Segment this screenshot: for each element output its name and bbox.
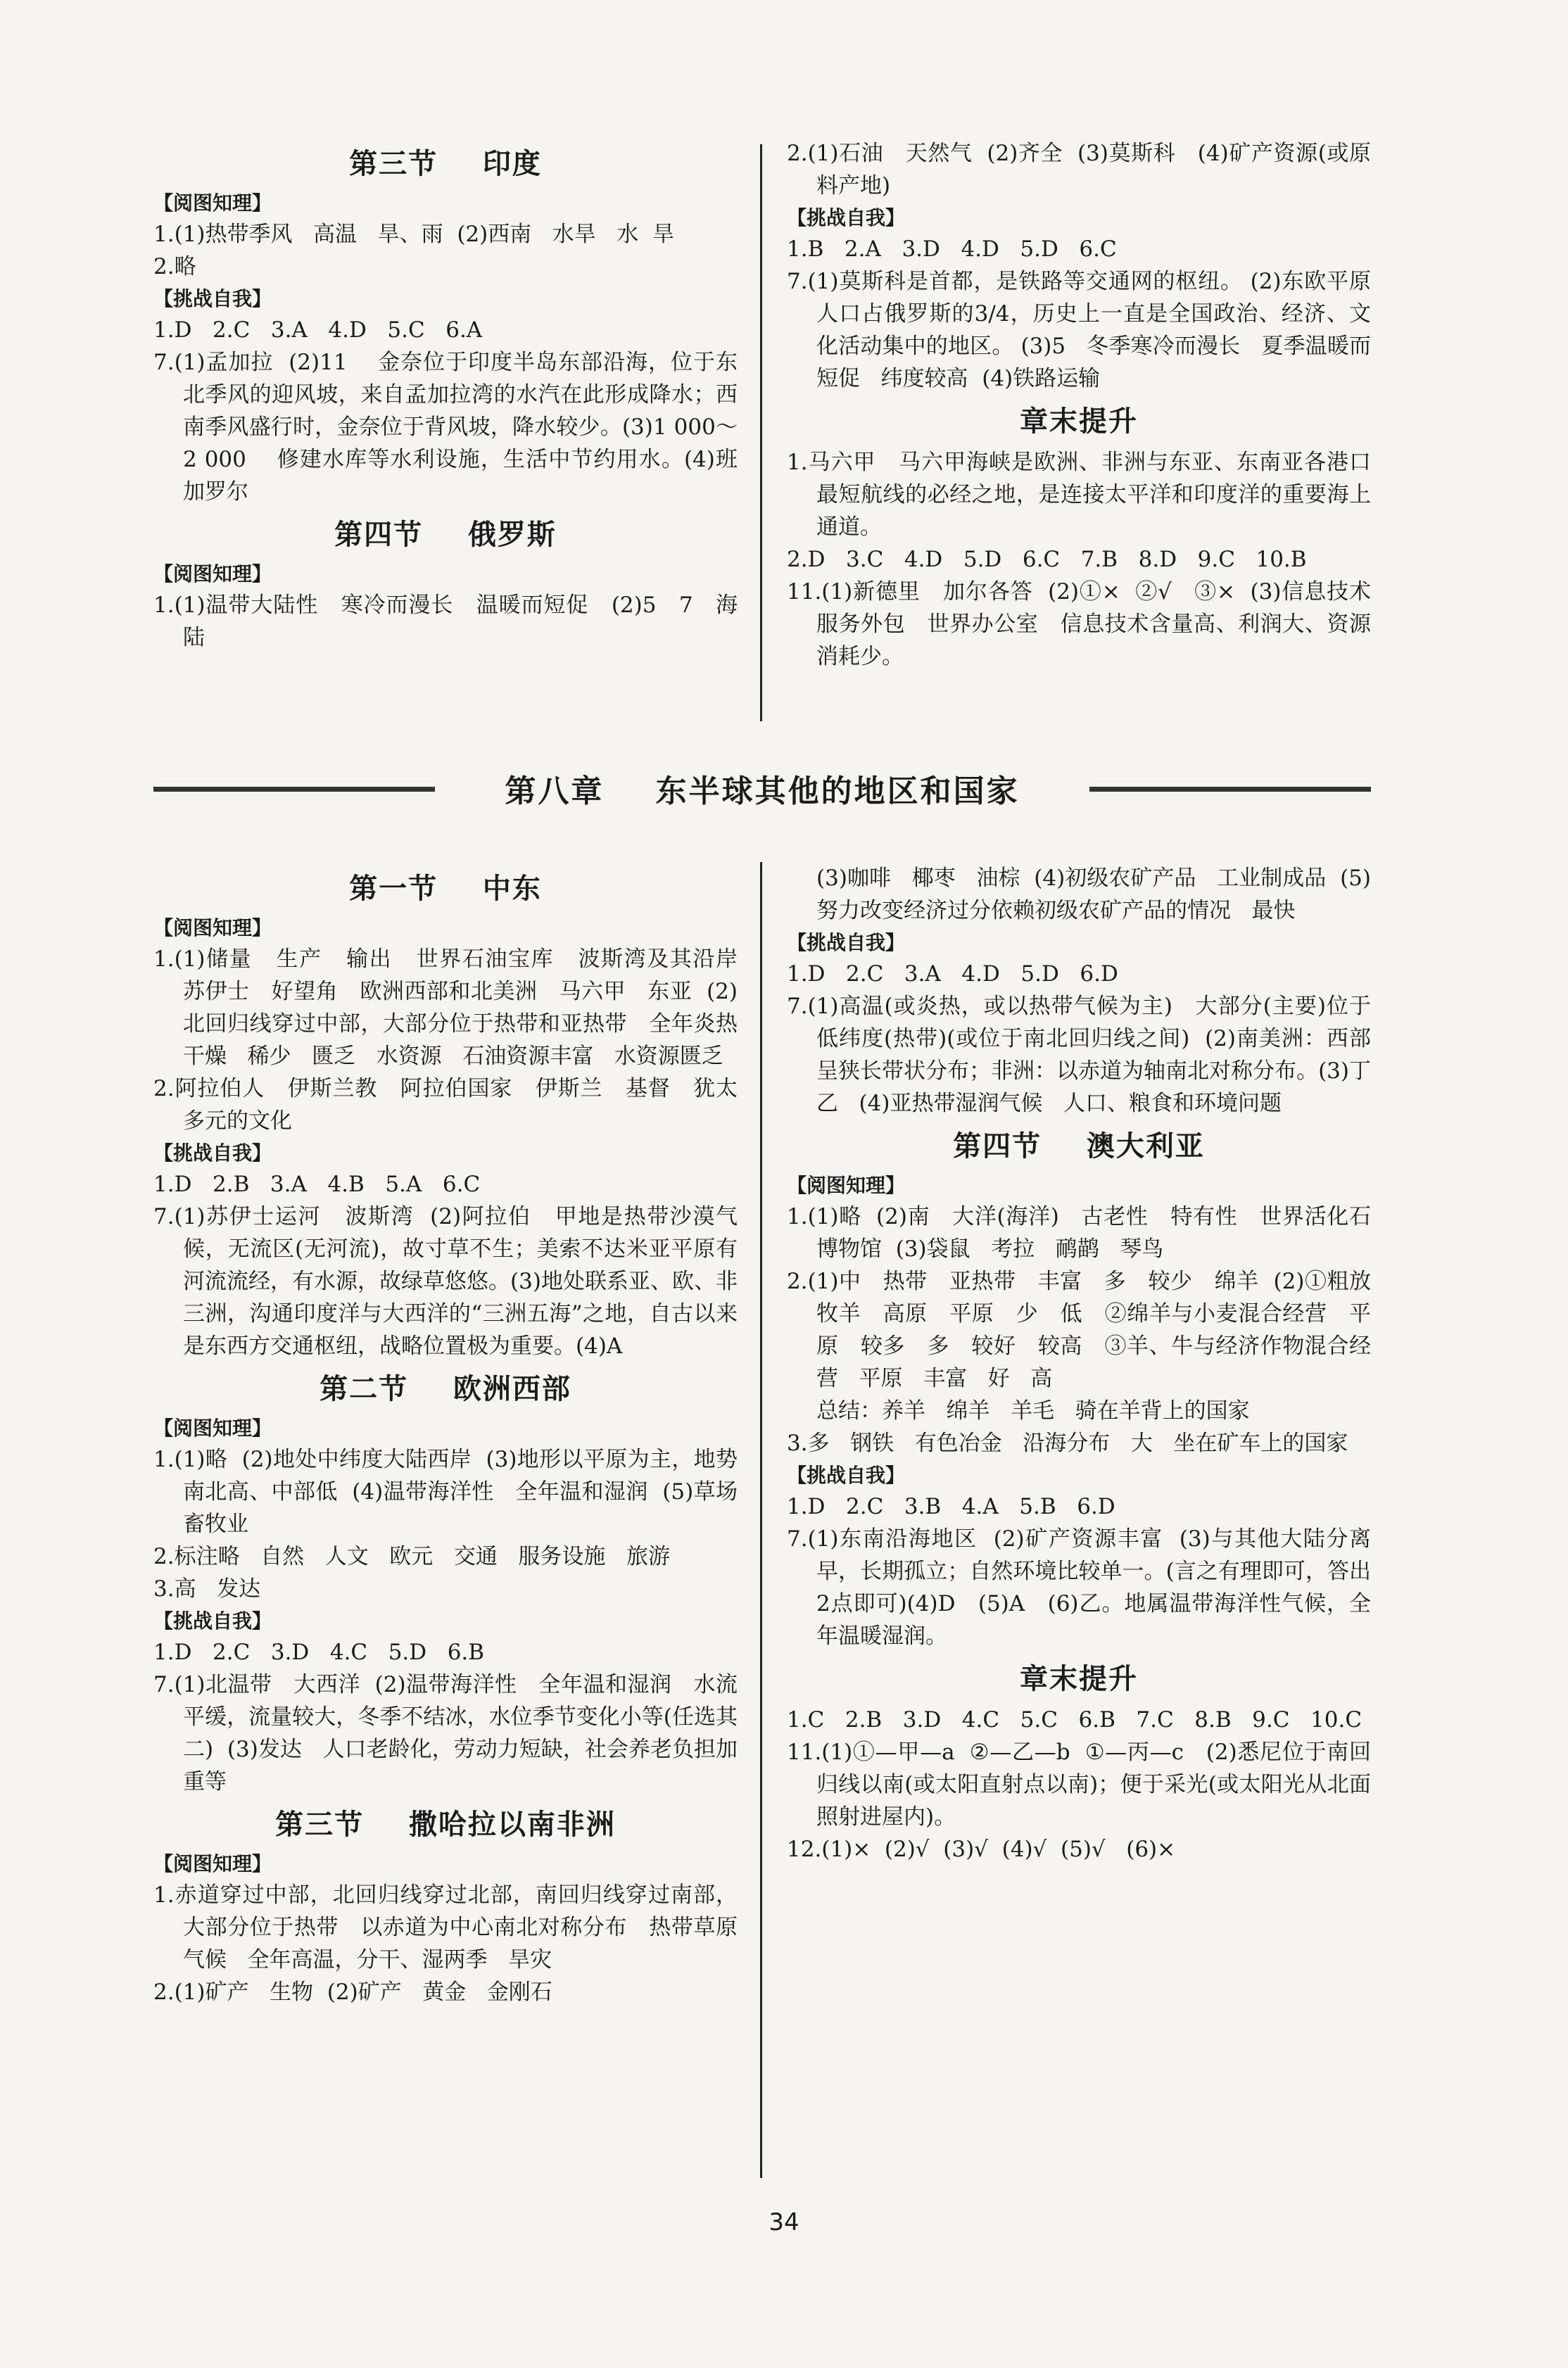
bottom-column-divider [760, 862, 762, 2178]
answer-item: 2.(1)石油 天然气 (2)齐全 (3)莫斯科 (4)矿产资源(或原料产地) [787, 141, 1371, 198]
answer-item: 1.马六甲 马六甲海峡是欧洲、非洲与东亚、东南亚各港口最短航线的必经之地，是连接太平洋和印度洋的重要海上通道。 [787, 450, 1371, 540]
answer-item: 1.(1)略 (2)地处中纬度大陆西岸 (3)地形以平原为主，地势南北高、中部低 (4)温带海洋性 全年温和湿润 (5)草场 畜牧业 [153, 1447, 759, 1537]
answer-item: 1.D 2.B 3.A 4.B 5.A 6.C [153, 1172, 481, 1197]
answer-item: 2.略 [153, 254, 196, 279]
bottom-left-column [153, 862, 759, 2008]
answer-item: 7.(1)北温带 大西洋 (2)温带海洋性 全年温和湿润 水流平缓，流量较大，冬季不结冰，水位季节变化小等(任选其二) (3)发达 人口老龄化，劳动力短缺，社会养老负担加重等 [153, 1672, 738, 1794]
answer-item: 1.赤道穿过中部，北回归线穿过北部，南回归线穿过南部，大部分位于热带 以赤道为中心南北对称分布 热带草原气候 全年高温，分干、湿两季 旱灾 [153, 1882, 738, 1973]
answer-item: 7.(1)苏伊士运河 波斯湾 (2)阿拉伯 甲地是热带沙漠气候，无流区(无河流)，故寸草不生；美索不达米亚平原有河流流经，有水源，故绿草悠悠。(3)地处联系亚、欧、非三洲，沟通印度洋与大西洋的“三洲五海”之地，自古以来是东西方交通枢纽，战略位置极为重要。(4)A [153, 1204, 738, 1359]
top-right-column [787, 137, 1371, 673]
section-label: 【挑战自我】 [153, 287, 272, 310]
answer-item: 1.D 2.C 3.B 4.A 5.B 6.D [787, 1494, 1115, 1519]
section-label: 【阅图知理】 [153, 562, 272, 585]
answer-item: 1.(1)热带季风 高温 旱、雨 (2)西南 水旱 水 旱 [153, 222, 675, 247]
section-title: 第三节 撒哈拉以南非洲 [275, 1809, 616, 1841]
section-label: 【阅图知理】 [153, 1852, 272, 1875]
chapter-title: 第八章 东半球其他的地区和国家 [505, 773, 1020, 809]
answer-item: 2.标注略 自然 人文 欧元 交通 服务设施 旅游 [153, 1544, 670, 1569]
answer-item: 1.C 2.B 3.D 4.C 5.C 6.B 7.C 8.B 9.C 10.C [787, 1707, 1362, 1733]
section-label: 【阅图知理】 [153, 916, 272, 939]
answer-item: 1.D 2.C 3.A 4.D 5.D 6.D [787, 961, 1118, 987]
answer-item: 2.D 3.C 4.D 5.D 6.C 7.B 8.D 9.C 10.B [787, 547, 1307, 572]
answer-item: 1.(1)温带大陆性 寒冷而漫长 温暖而短促 (2)5 7 海陆 [153, 593, 738, 650]
section-title: 第二节 欧洲西部 [320, 1373, 571, 1405]
answer-item: 11.(1)新德里 加尔各答 (2)①× ②√ ③× (3)信息技术服务外包 世界办公室 信息技术含量高、利润大、资源消耗少。 [787, 579, 1371, 669]
answer-item: (3)咖啡 椰枣 油棕 (4)初级农矿产品 工业制成品 (5)努力改变经济过分依赖初级农矿产品的情况 最快 [816, 866, 1371, 923]
section-title: 章末提升 [1020, 405, 1138, 438]
section-label: 【挑战自我】 [787, 931, 906, 954]
section-label: 【挑战自我】 [787, 206, 906, 229]
section-title: 第一节 中东 [349, 873, 542, 905]
answer-item: 11.(1)①—甲—a ②—乙—b ①—丙—c (2)悉尼位于南回归线以南(或太阳直射点以南)；便于采光(或太阳光从北面照射进屋内)。 [787, 1740, 1371, 1830]
answer-item: 7.(1)东南沿海地区 (2)矿产资源丰富 (3)与其他大陆分离早，长期孤立；自然环境比较单一。(言之有理即可，答出2点即可)(4)D (5)A (6)乙。地属温带海洋性气候，全年温暖湿润。 [787, 1526, 1371, 1649]
answer-item: 1.(1)略 (2)南 大洋(海洋) 古老性 特有性 世界活化石博物馆 (3)袋鼠 考拉 鸸鹋 琴鸟 [787, 1204, 1371, 1262]
top-column-divider [760, 144, 762, 721]
answer-item: 2.(1)矿产 生物 (2)矿产 黄金 金刚石 [153, 1980, 552, 2005]
section-title: 章末提升 [1020, 1663, 1138, 1695]
answer-item: 1.D 2.C 3.D 4.C 5.D 6.B [153, 1640, 485, 1665]
answer-item: 3.高 发达 [153, 1576, 261, 1602]
answer-item: 12.(1)× (2)√ (3)√ (4)√ (5)√ (6)× [787, 1837, 1176, 1862]
bottom-right-column [787, 862, 1392, 1866]
answer-item: 7.(1)孟加拉 (2)11 金奈位于印度半岛东部沿海，位于东北季风的迎风坡，来自孟加拉湾的水汽在此形成降水；西南季风盛行时，金奈位于背风坡，降水较少。(3)1 000～2 000 修建水库等水利设施，生活中节约用水。(4)班加罗尔 [153, 350, 738, 505]
top-left-column [153, 137, 738, 654]
answer-item: 1.B 2.A 3.D 4.D 5.D 6.C [787, 236, 1117, 262]
answer-item: 3.多 钢铁 有色冶金 沿海分布 大 坐在矿车上的国家 [787, 1431, 1348, 1456]
section-label: 【阅图知理】 [153, 191, 272, 215]
chapter-header [153, 760, 1371, 816]
answer-item: 2.阿拉伯人 伊斯兰教 阿拉伯国家 伊斯兰 基督 犹太 多元的文化 [153, 1076, 759, 1134]
section-label: 【挑战自我】 [153, 1141, 272, 1165]
section-label: 【挑战自我】 [787, 1464, 906, 1487]
page-number: 34 [769, 2208, 799, 2236]
answer-item: 1.(1)储量 生产 输出 世界石油宝库 波斯湾及其沿岸 苏伊士 好望角 欧洲西部和北美洲 马六甲 东亚 (2)北回归线穿过中部，大部分位于热带和亚热带 全年炎热干燥 稀少 匮乏 水资源 石油资源丰富 水资源匮乏 [153, 946, 759, 1069]
section-label: 【阅图知理】 [787, 1174, 906, 1197]
section-title: 第四节 俄罗斯 [334, 519, 557, 551]
answer-item: 1.D 2.C 3.A 4.D 5.C 6.A [153, 317, 483, 343]
section-label: 【阅图知理】 [153, 1417, 272, 1440]
section-label: 【挑战自我】 [153, 1609, 272, 1633]
section-title: 第四节 澳大利亚 [953, 1130, 1205, 1163]
answer-item: 2.(1)中 热带 亚热带 丰富 多 较少 绵羊 (2)①粗放牧羊 高原 平原 少 低 ②绵羊与小麦混合经营 平原 较多 多 较好 较高 ③羊、牛与经济作物混合经营 平原 丰富 好 高 [787, 1269, 1371, 1391]
answer-item: 7.(1)高温(或炎热，或以热带气候为主) 大部分(主要)位于低纬度(热带)(或位于南北回归线之间) (2)南美洲：西部呈狭长带状分布；非洲：以赤道为轴南北对称分布。(3)丁 乙 (4)亚热带湿润气候 人口、粮食和环境问题 [787, 994, 1392, 1116]
section-title: 第三节 印度 [349, 148, 542, 180]
answer-item: 7.(1)莫斯科是首都，是铁路等交通网的枢纽。 (2)东欧平原人口占俄罗斯的3/4，历史上一直是全国政治、经济、文化活动集中的地区。 (3)5 冬季寒冷而漫长 夏季温暖而短促 纬度较高 (4)铁路运输 [787, 269, 1371, 391]
answer-item: 总结：养羊 绵羊 羊毛 骑在羊背上的国家 [816, 1398, 1250, 1424]
